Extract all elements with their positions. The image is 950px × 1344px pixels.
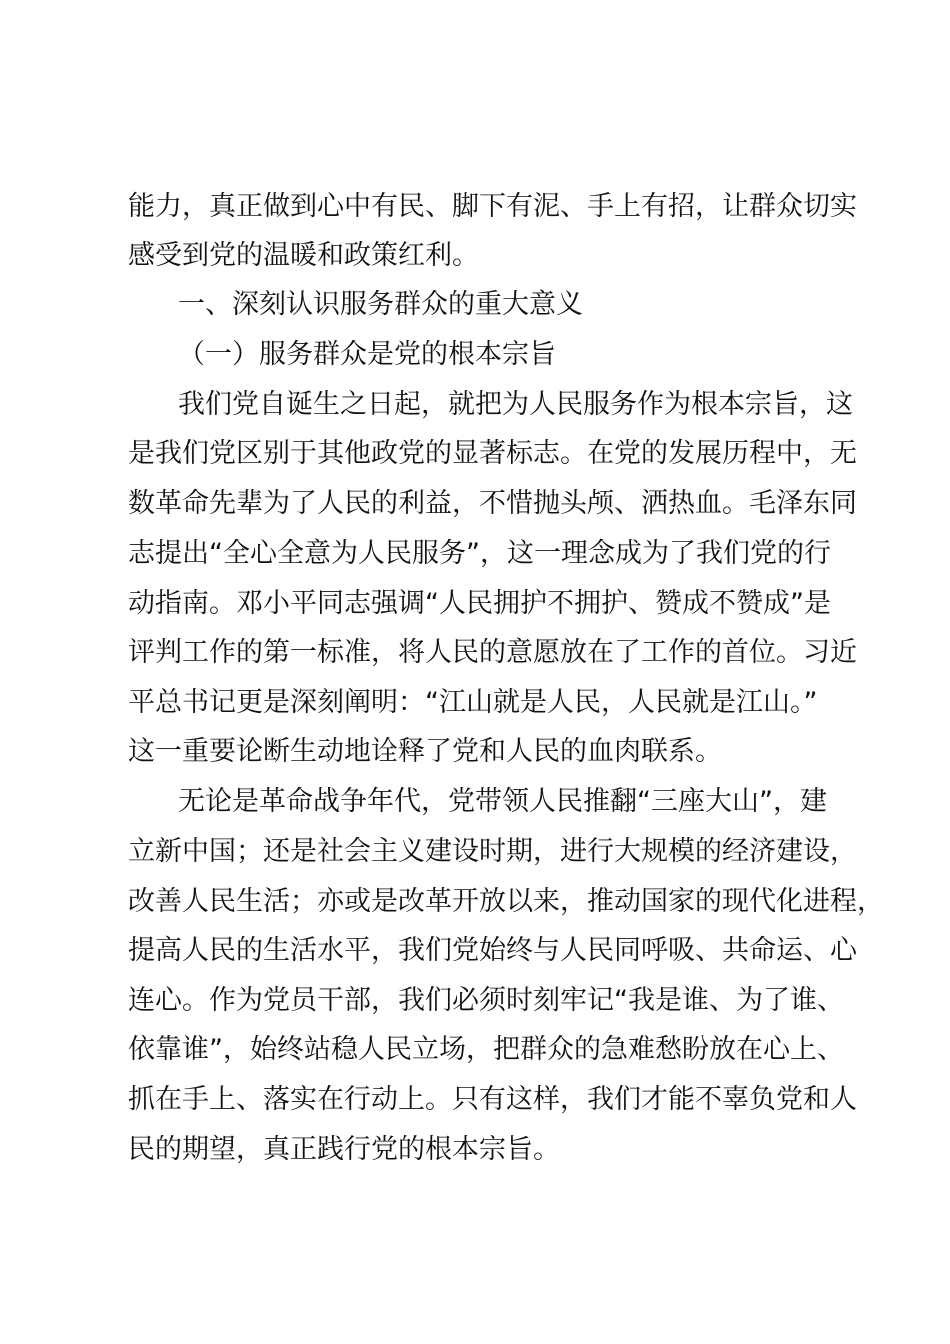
body-line: 平总书记更是深刻阐明：“江山就是人民，人民就是江山。” [128, 687, 818, 718]
body-line: 评判工作的第一标准，将人民的意愿放在了工作的首位。习近 [128, 637, 857, 668]
body-line: 这一重要论断生动地诠释了党和人民的血肉联系。 [128, 736, 722, 767]
body-line: 无论是革命战争年代，党带领人民推翻“三座大山”，建 [178, 786, 827, 817]
body-line: 感受到党的温暖和政策红利。 [128, 240, 479, 271]
body-line: 我们党自诞生之日起，就把为人民服务作为根本宗旨，这 [178, 389, 853, 420]
body-line: 是我们党区别于其他政党的显著标志。在党的发展历程中，无 [128, 438, 857, 469]
body-line: 抓在手上、落实在行动上。只有这样，我们才能不辜负党和人 [128, 1084, 857, 1115]
body-line: 动指南。邓小平同志强调“人民拥护不拥护、赞成不赞成”是 [128, 588, 831, 619]
section-heading: 一、深刻认识服务群众的重大意义 [178, 289, 583, 320]
body-line: 立新中国；还是社会主义建设时期，进行大规模的经济建设， [128, 836, 857, 867]
body-line: 依靠谁”，始终站稳人民立场，把群众的急难愁盼放在心上、 [128, 1034, 844, 1065]
subsection-heading: （一）服务群众是党的根本宗旨 [178, 339, 556, 370]
body-line: 志提出“全心全意为人民服务”，这一理念成为了我们党的行 [128, 538, 831, 569]
body-line: 提高人民的生活水平，我们党始终与人民同呼吸、共命运、心 [128, 935, 857, 966]
body-line: 连心。作为党员干部，我们必须时刻牢记“我是谁、为了谁、 [128, 985, 844, 1016]
body-line: 民的期望，真正践行党的根本宗旨。 [128, 1134, 560, 1165]
body-line: 改善人民生活；亦或是改革开放以来，推动国家的现代化进程， [128, 886, 884, 917]
body-line: 能力，真正做到心中有民、脚下有泥、手上有招，让群众切实 [128, 191, 857, 222]
body-line: 数革命先辈为了人民的利益，不惜抛头颅、洒热血。毛泽东同 [128, 488, 857, 519]
